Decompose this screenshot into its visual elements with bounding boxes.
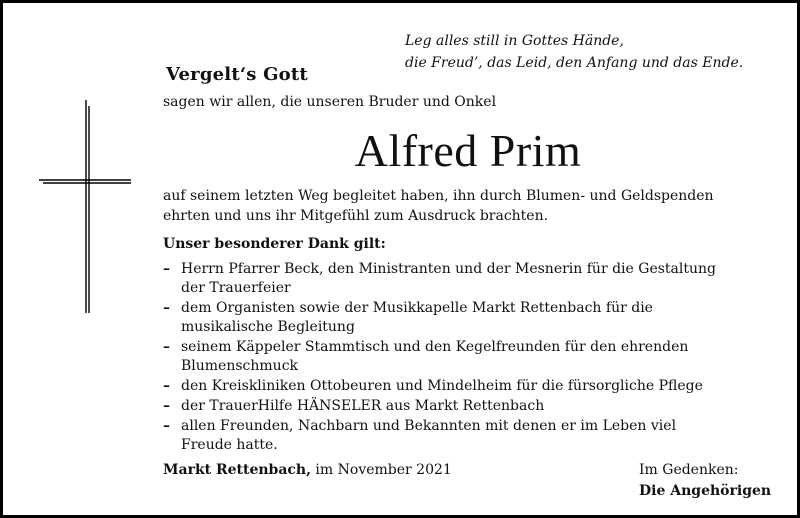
place-date	[163, 462, 452, 478]
signature-prefix: Im Gedenken:	[639, 462, 739, 478]
dash-bullet: –	[163, 339, 170, 355]
dash-bullet: –	[163, 398, 170, 414]
list-item-line-1: seinem Käppeler Stammtisch und den Kegelfreunden für den ehrenden	[181, 339, 689, 355]
intro-text: sagen wir allen, die unseren Bruder und Onkel	[163, 94, 497, 110]
body-text	[163, 186, 783, 226]
list-item	[163, 397, 783, 416]
list-item-line-2: Blumenschmuck	[181, 358, 299, 374]
list-item	[163, 417, 783, 455]
list-item-line-2: Freude hatte.	[181, 437, 278, 453]
motto-verse	[405, 30, 785, 74]
list-item	[163, 338, 783, 376]
list-item-line-2: musikalische Begleitung	[181, 319, 355, 335]
deceased-name: Alfred Prim	[354, 125, 582, 176]
dash-bullet: –	[163, 418, 170, 434]
list-item-line-1: allen Freunden, Nachbarn und Bekannten mit denen er im Leben viel	[181, 418, 677, 434]
motto-line-2: die Freud’, das Leid, den Anfang und das Ende.	[405, 55, 744, 71]
list-item-line-1: Herrn Pfarrer Beck, den Ministranten und der Mesnerin für die Gestaltung	[181, 261, 716, 277]
thanks-list	[163, 260, 783, 456]
list-item-line-1: der TrauerHilfe HÄNSELER aus Markt Rettenbach	[181, 398, 545, 414]
place: Markt Rettenbach,	[163, 462, 311, 478]
dash-bullet: –	[163, 378, 170, 394]
body-line-2: ehrten und uns ihr Mitgefühl zum Ausdruck brachten.	[163, 208, 549, 224]
date: im November 2021	[310, 462, 452, 478]
list-item-line-1: dem Organisten sowie der Musikkapelle Markt Rettenbach für die	[181, 300, 653, 316]
list-item	[163, 299, 783, 337]
list-item	[163, 377, 783, 396]
list-item-line-2: der Trauerfeier	[181, 280, 291, 296]
body-line-1: auf seinem letzten Weg begleitet haben, ihn durch Blumen- und Geldspenden	[163, 188, 714, 204]
list-item-line-1: den Kreiskliniken Ottobeuren und Mindelheim für die fürsorgliche Pflege	[181, 378, 703, 394]
dash-bullet: –	[163, 261, 170, 277]
motto-line-1: Leg alles still in Gottes Hände,	[405, 33, 624, 49]
thanks-title: Vergelt‘s Gott	[166, 64, 308, 85]
special-thanks-heading: Unser besonderer Dank gilt:	[163, 236, 386, 252]
signature-name: Die Angehörigen	[639, 483, 772, 499]
list-item	[163, 260, 783, 298]
dash-bullet: –	[163, 300, 170, 316]
